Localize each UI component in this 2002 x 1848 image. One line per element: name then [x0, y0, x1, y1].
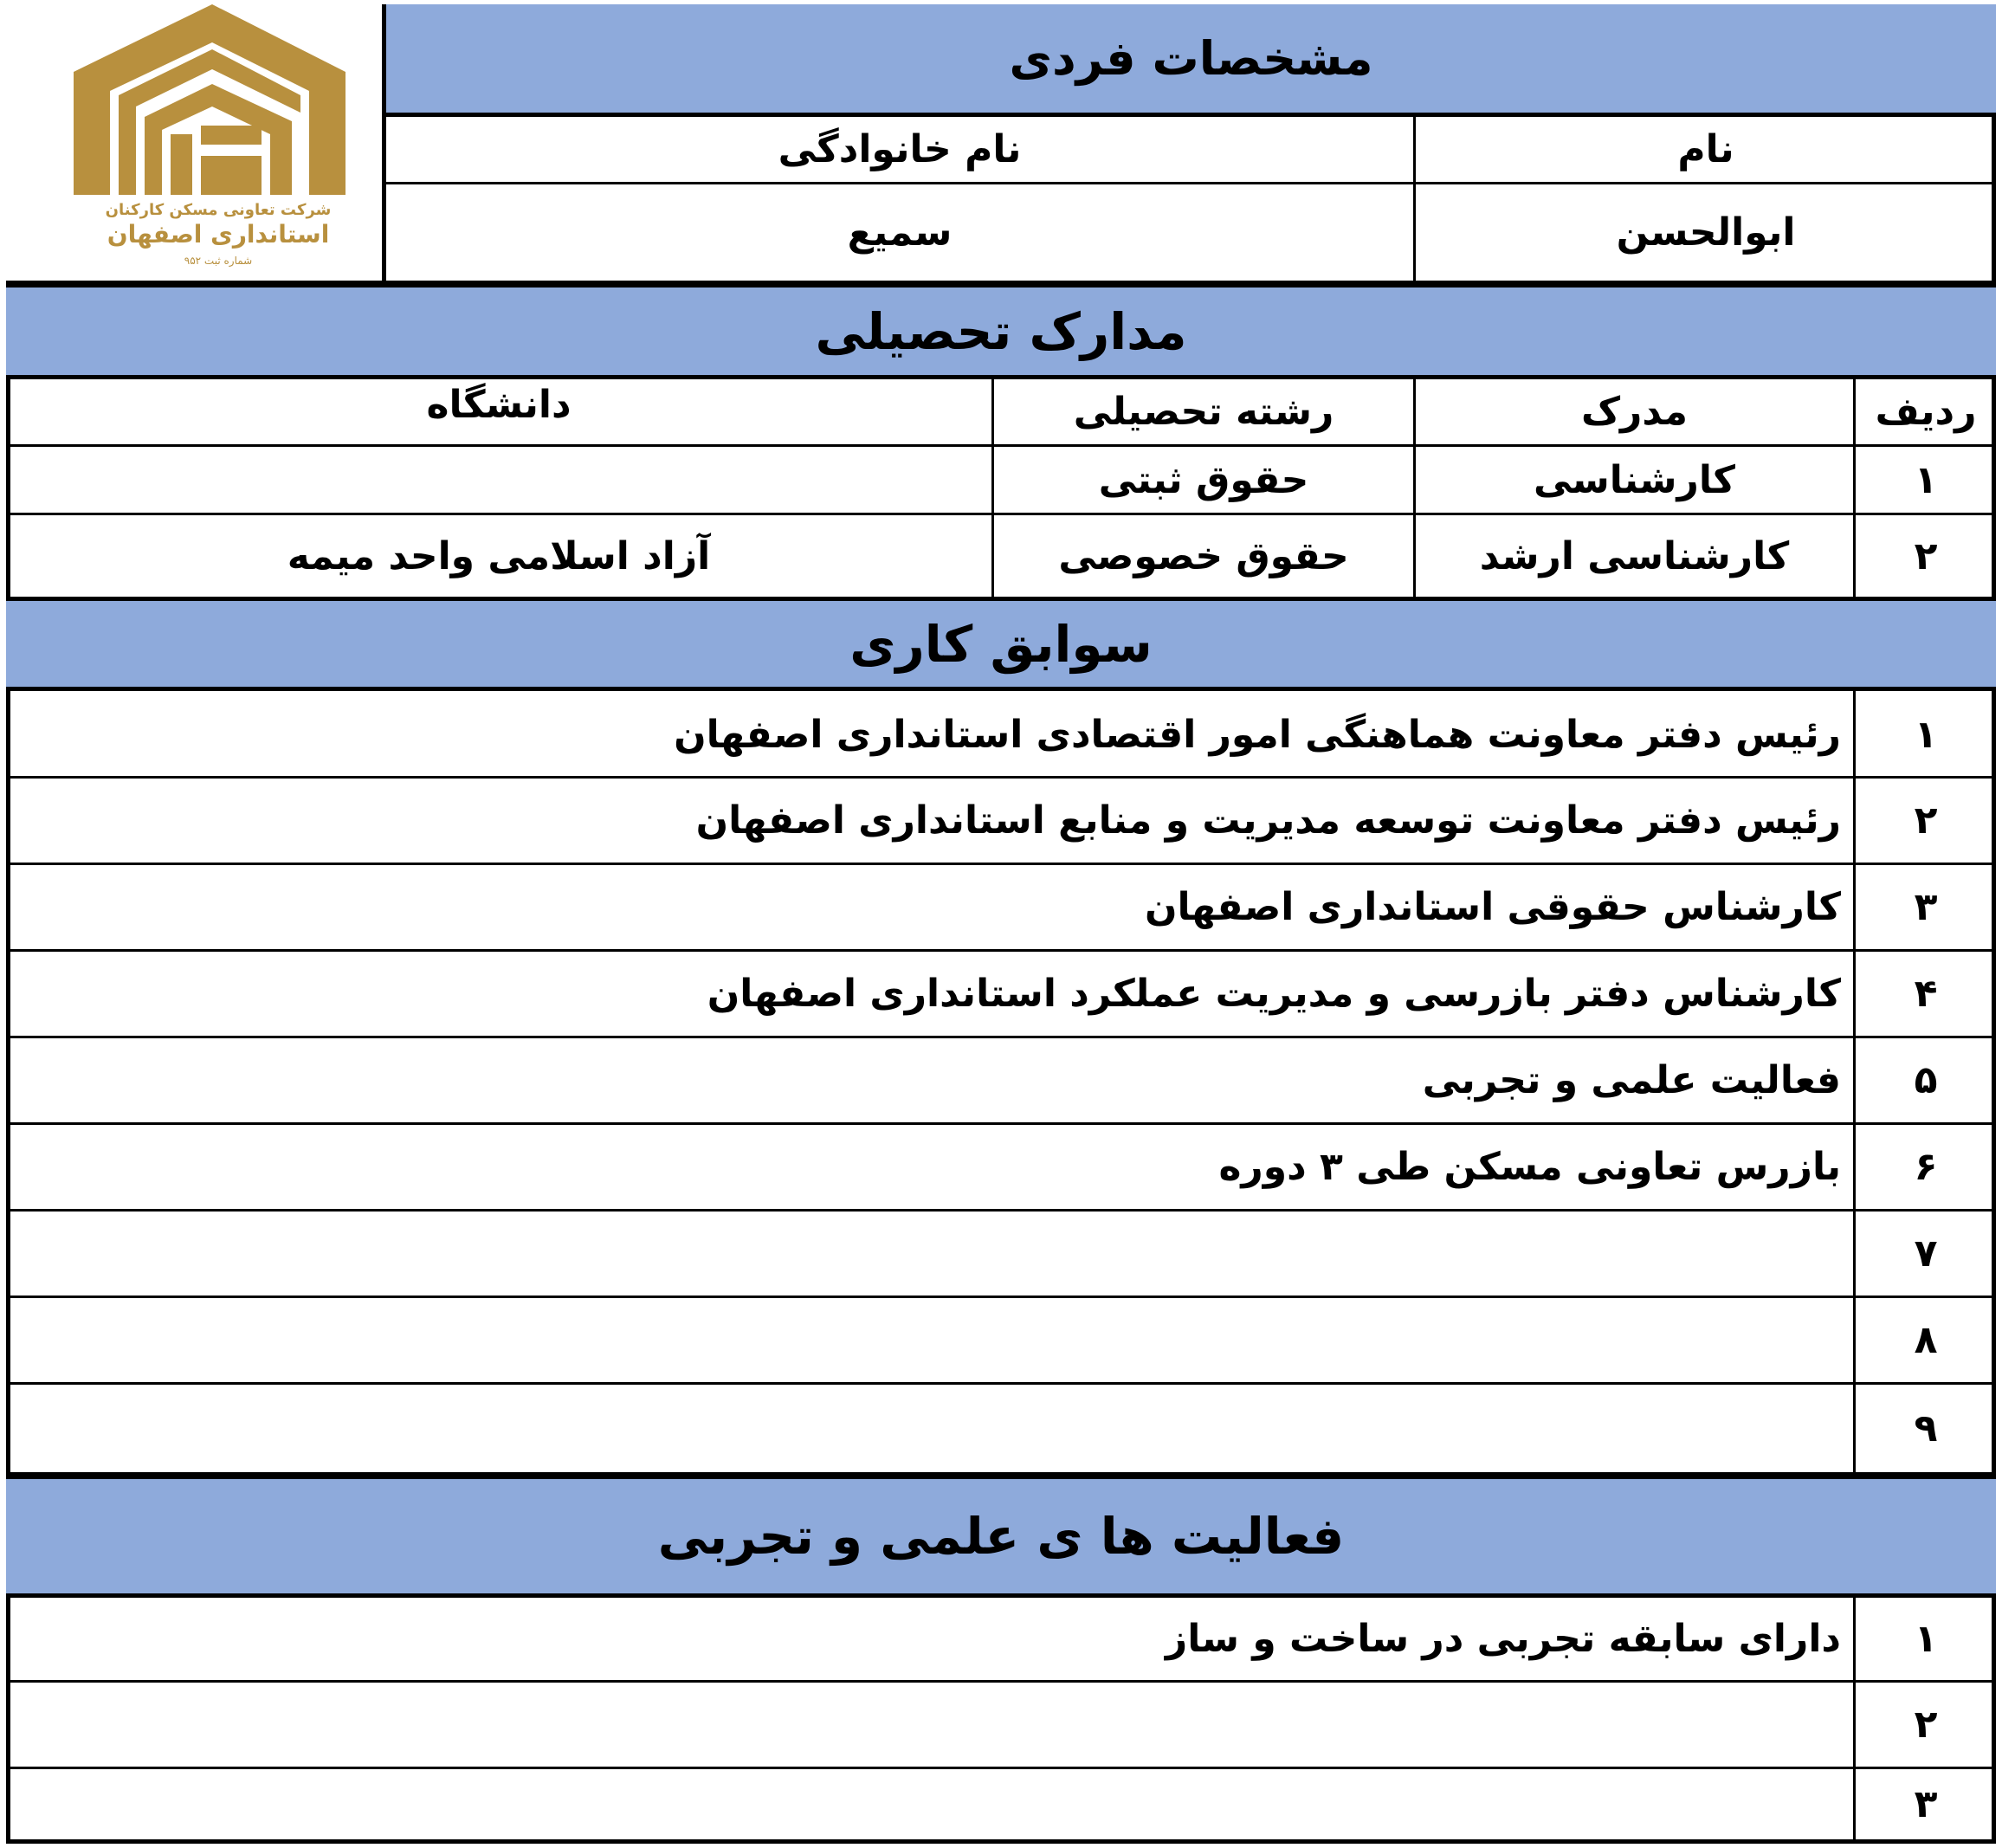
- education-section-header: [6, 281, 1996, 379]
- activity-row-2-num: ۲: [1914, 1703, 1938, 1747]
- work-row-4-text: کارشناس دفتر بازرسی و مدیریت عملکرد استانداری اصفهان: [707, 972, 1841, 1016]
- work-row-1-text: رئیس دفتر معاونت هماهنگی امور اقتصادی استانداری اصفهان: [674, 713, 1841, 757]
- first-name-value: ابوالحسن: [1616, 210, 1796, 255]
- work-row-7-text: [6, 1212, 1853, 1296]
- activity-row-2-text: [6, 1683, 1853, 1767]
- edu-header-field: رشته تحصیلی: [1073, 390, 1334, 434]
- work-row-8-num: ۸: [1914, 1318, 1938, 1362]
- work-section-header: [6, 597, 1996, 691]
- work-title: سوابق کاری: [849, 614, 1153, 674]
- education-title: مدارک تحصیلی: [815, 301, 1187, 361]
- edu-header-row: ردیف: [1875, 390, 1977, 434]
- edu-row-2-num: ۲: [1914, 533, 1938, 578]
- svg-text:استانداری اصفهان: استانداری اصفهان: [107, 220, 330, 249]
- edu-row-2-field: حقوق خصوصی: [1058, 533, 1349, 578]
- personal-section-header: [386, 4, 1996, 117]
- work-row-5-text: فعالیت علمی و تجربی: [1422, 1058, 1841, 1102]
- edu-row-1-field: حقوق ثبتی: [1098, 457, 1309, 502]
- last-name-value: سمیع: [847, 210, 953, 255]
- work-row-9-num: ۹: [1914, 1406, 1938, 1451]
- work-row-4-num: ۴: [1914, 972, 1938, 1016]
- edu-header-degree: مدرک: [1580, 390, 1689, 434]
- work-row-7-num: ۷: [1914, 1231, 1938, 1276]
- edu-header-university: دانشگاه: [426, 383, 572, 427]
- first-name-label: نام: [1677, 127, 1734, 171]
- house-logo-icon: [6, 4, 386, 281]
- activity-row-1-text: دارای سابقه تجربی در ساخت و ساز: [1165, 1617, 1841, 1661]
- work-row-5-num: ۵: [1914, 1058, 1938, 1102]
- edu-row-1-degree: کارشناسی: [1534, 457, 1735, 502]
- activity-row-1-num: ۱: [1914, 1617, 1938, 1661]
- work-row-8-text: [6, 1298, 1853, 1382]
- activity-row-3-text: [6, 1769, 1853, 1839]
- activities-section-header: [6, 1472, 1996, 1598]
- edu-row-2-degree: کارشناسی ارشد: [1479, 533, 1790, 578]
- edu-row-1-university: [6, 447, 991, 513]
- work-row-3-text: کارشناس حقوقی استانداری اصفهان: [1144, 885, 1841, 929]
- work-row-9-text: [6, 1385, 1853, 1472]
- edu-row-1-num: ۱: [1914, 457, 1938, 502]
- work-row-6-num: ۶: [1914, 1145, 1938, 1189]
- activity-row-3-num: ۳: [1914, 1782, 1938, 1826]
- work-row-2-text: رئیس دفتر معاونت توسعه مدیریت و منابع استانداری اصفهان: [695, 798, 1841, 843]
- work-row-3-num: ۳: [1914, 885, 1938, 929]
- work-row-1-num: ۱: [1914, 713, 1938, 757]
- svg-text:شماره ثبت ۹۵۲: شماره ثبت ۹۵۲: [184, 255, 253, 267]
- last-name-label: نام خانوادگی: [778, 127, 1022, 171]
- work-row-2-num: ۲: [1914, 798, 1938, 843]
- activities-title: فعالیت ها ی علمی و تجربی: [657, 1507, 1345, 1566]
- personal-title: مشخصات فردی: [1009, 31, 1373, 86]
- company-logo: [6, 4, 386, 281]
- edu-row-2-university: آزاد اسلامی واحد میمه: [287, 533, 711, 578]
- svg-text:شرکت تعاونی مسکن کارکنان: شرکت تعاونی مسکن کارکنان: [105, 201, 332, 219]
- work-row-6-text: بازرس تعاونی مسکن طی ۳ دوره: [1218, 1145, 1841, 1189]
